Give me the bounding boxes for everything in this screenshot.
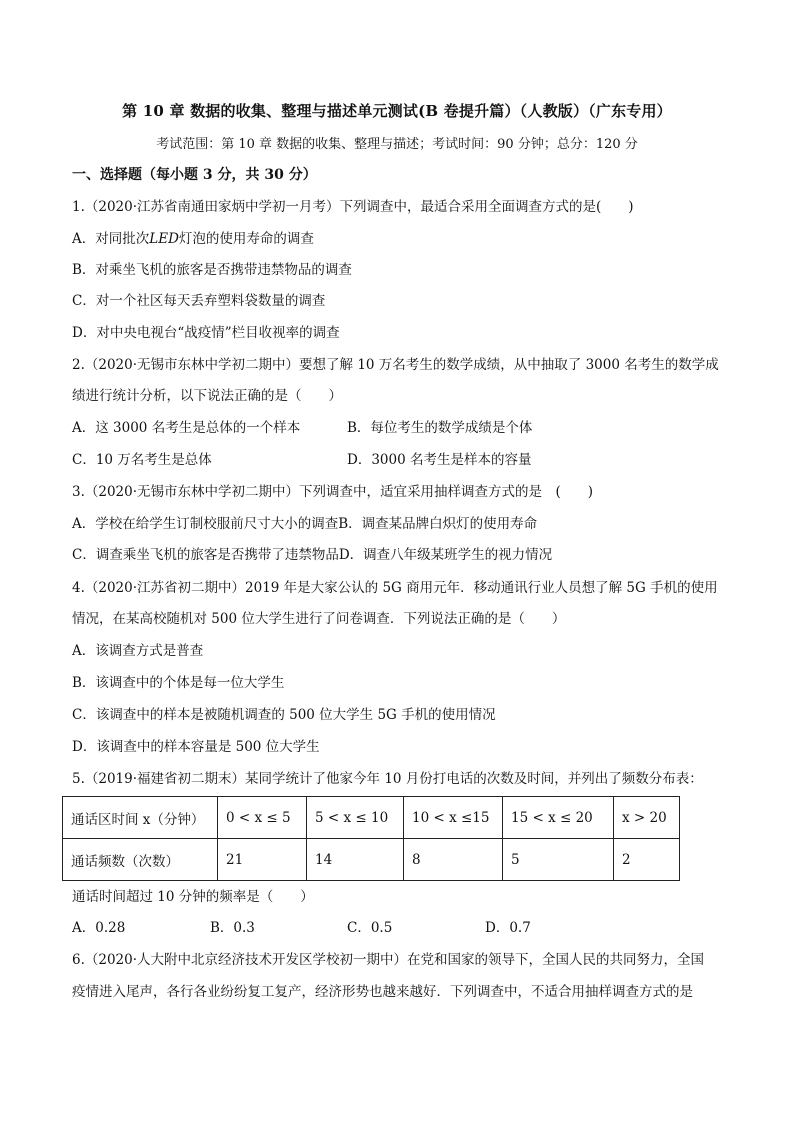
table-row: [63, 797, 680, 839]
question-2-option-a: A．这 3000 名考生是总体的一个样本: [72, 420, 301, 436]
table-cell: 5: [503, 839, 614, 881]
section-heading: 一、选择题（每小题 3 分，共 30 分）: [72, 167, 317, 183]
table-row: [63, 839, 680, 881]
exam-title: 第 10 章 数据的收集、整理与描述单元测试(B 卷提升篇）（人教版）（广东专用）: [122, 102, 672, 120]
table-cell: 通话频数（次数）: [63, 839, 218, 881]
table-cell: 21: [218, 839, 307, 881]
question-1-option-b: B．对乘坐飞机的旅客是否携带违禁物品的调查: [72, 262, 352, 278]
table-header-cell: 10 < x ≤15: [404, 797, 503, 839]
table-header-cell: 通话区时间 x（分钟）: [63, 797, 218, 839]
question-2-stem-line1: 2.（2020·无锡市东林中学初二期中）要想了解 10 万名考生的数学成绩，从中抽取了 3000 名考生的数学成: [72, 357, 719, 373]
table-cell: 2: [614, 839, 680, 881]
option-a-suffix: 灯泡的使用寿命的调查: [178, 231, 314, 247]
option-a-prefix: A．对同批次: [72, 231, 150, 247]
table-cell: 14: [307, 839, 404, 881]
question-6-stem-line1: 6.（2020·人大附中北京经济技术开发区学校初一期中）在党和国家的领导下，全国人民的共同努力，全国: [72, 952, 705, 968]
question-1-option-d: D．对中央电视台“战疫情”栏目收视率的调查: [72, 325, 340, 341]
question-4-option-a: A．该调查方式是普查: [72, 643, 204, 659]
question-5-option-a: A．0.28: [72, 920, 126, 936]
question-2-stem-line2: 绩进行统计分析，以下说法正确的是（ ）: [72, 388, 342, 404]
table-header-cell: 0 < x ≤ 5: [218, 797, 307, 839]
table-cell: 8: [404, 839, 503, 881]
question-5-option-d: D．0.7: [485, 920, 531, 936]
question-2-option-d: D．3000 名考生是样本的容量: [347, 452, 532, 468]
question-1-option-a: [72, 229, 314, 249]
question-5-question: 通话时间超过 10 分钟的频率是（ ）: [72, 889, 314, 905]
question-5-stem: 5.（2019·福建省初二期末）某同学统计了他家今年 10 月份打电话的次数及时间，并列出了频数分布表：: [72, 771, 703, 787]
table-header-cell: 5 < x ≤ 10: [307, 797, 404, 839]
question-4-option-b: B．该调查中的个体是每一位大学生: [72, 675, 285, 691]
question-4-stem-line2: 情况，在某高校随机对 500 位大学生进行了问卷调查．下列说法正确的是（ ）: [72, 611, 566, 627]
frequency-table: [62, 796, 680, 881]
question-5-option-c: C．0.5: [347, 920, 393, 936]
table-header-cell: 15 < x ≤ 20: [503, 797, 614, 839]
question-2-option-c: C．10 万名考生是总体: [72, 452, 212, 468]
question-4-stem-line1: 4.（2020·江苏省初二期中）2019 年是大家公认的 5G 商用元年．移动通讯行业人员想了解 5G 手机的使用: [72, 580, 718, 596]
question-3-options-cd: C．调查乘坐飞机的旅客是否携带了违禁物品D．调查八年级某班学生的视力情况: [72, 547, 553, 563]
question-4-option-c: C．该调查中的样本是被随机调查的 500 位大学生 5G 手机的使用情况: [72, 707, 496, 723]
question-4-option-d: D．该调查中的样本容量是 500 位大学生: [72, 739, 320, 755]
question-2-option-b: B．每位考生的数学成绩是个体: [347, 420, 533, 436]
exam-scope: 考试范围：第 10 章 数据的收集、整理与描述；考试时间：90 分钟；总分：120 分: [156, 137, 638, 152]
question-6-stem-line2: 疫情进入尾声，各行各业纷纷复工复产，经济形势也越来越好．下列调查中，不适合用抽样调查方式的是: [72, 984, 693, 1000]
led-term: LED: [149, 231, 179, 247]
question-5-option-b: B．0.3: [210, 920, 255, 936]
question-1-option-c: C．对一个社区每天丢弃塑料袋数量的调查: [72, 293, 326, 309]
question-3-stem: 3.（2020·无锡市东林中学初二期中）下列调查中，适宜采用抽样调查方式的是 ( ): [72, 484, 594, 500]
table-header-cell: x > 20: [614, 797, 680, 839]
question-1-stem: 1.（2020·江苏省南通田家炳中学初一月考）下列调查中，最适合采用全面调查方式的是( ): [72, 199, 634, 215]
question-3-options-ab: A．学校在给学生订制校服前尺寸大小的调查B．调查某品牌白炽灯的使用寿命: [72, 516, 538, 532]
